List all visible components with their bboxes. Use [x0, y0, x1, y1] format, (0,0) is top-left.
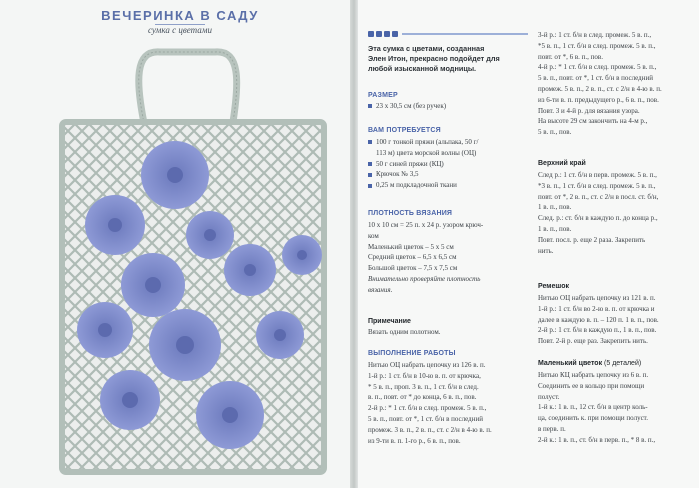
small-flower-heading: Маленький цветок (5 деталей) [538, 360, 642, 367]
page-subtitle: сумка с цветами [147, 25, 213, 35]
materials-heading: ВАМ ПОТРЕБУЕТСЯ [368, 127, 441, 134]
size-value: 23 х 30,5 см (без ручек) [368, 101, 446, 112]
rows-3-4-text: 3-й р.: 1 ст. б/н в след. промеж. 5 в. п., *5 в. п., 1 ст. б/н в след. промеж. 5 в. п., повт. от *, 6 в. п., пов. 4-й р.: * 1 ст. б/н в след. промеж. 5 в. п., 5 в. п., повт. от *, 1 ст. б/н в последний промеж. 5 в. п., 2 в. п., ст. с 2/н в 4-ю в. п. из 6-ти в. п. предыдущего р., 6 в. п., пов. Повт. 3 и 4-й р. для вязания узора. На высоте 29 см закончить на 4-м р., 5 в. п., пов. [538, 31, 662, 137]
note-heading: Примечание [368, 318, 411, 325]
work-heading: ВЫПОЛНЕНИЕ РАБОТЫ [368, 350, 456, 357]
page-title: ВЕЧЕРИНКА В САДУ [101, 8, 259, 23]
gauge-text: 10 х 10 см = 25 п. х 24 р. узором крюч- ком Маленький цветок – 5 х 5 см Средний цветок – 6,5 х 6,5 см Большой цветок – 7,5 х 7,5 см Внимательно проверяйте плотность вязания. [368, 221, 484, 294]
work-text: Нитью ОЦ набрать цепочку из 126 в. п. 1-й р.: 1 ст. б/н в 10-ю в. п. от крючка, * 5 в. п., проп. 3 в. п., 1 ст. б/н в след. в. п., повт. от * до конца, 6 в. п., пов. 2-й р.: * 1 ст. б/н в след. промеж. 5 в. п., 5 в. п., повт. от *, 1 ст. б/н в последний промеж. 3 в. п., 2 в. п., ст. с 2/н в 4-ю в. п. из 9-ти в. п. 1-го р., 6 в. п., пов. [368, 361, 492, 445]
strap-heading: Ремешок [538, 283, 569, 290]
strap-text: Нитью ОЦ набрать цепочку из 121 в. п. 1-й р.: 1 ст. б/н во 2-ю в. п. от крючка и далее в каждую в. п. – 120 п. 1 в. п., пов. 2-й р.: 1 ст. б/н в каждую п., 1 в. п., пов. Повт. 2-й р. еще раз. Закрепить нить. [538, 294, 659, 346]
size-heading: РАЗМЕР [368, 92, 398, 99]
materials-list: 100 г тонкой пряжи (альпака, 50 г/ 113 м) цвета морской волны (ОЦ) 50 г синей пряжи (КЦ) Крючок № 3,5 0,25 м подкладочной ткани [368, 137, 533, 191]
section-header-bar [368, 30, 528, 38]
small-flower-text: Нитью КЦ набрать цепочку из 6 в. п. Соединить ее в кольцо при помощи полуст. 1-й к.: 1 в. п., 12 ст. б/н в центр коль- ца, соединить к. при помощи полуст. в перв. п. 2-й к.: 1 в. п., ст. б/н в перв. п., * 8 в. п., [538, 371, 656, 444]
intro-text: Эта сумка с цветами, созданная Элен Итон, прекрасно подойдет для любой изысканной модницы. [368, 44, 500, 73]
book-spine [350, 0, 358, 488]
gauge-heading: ПЛОТНОСТЬ ВЯЗАНИЯ [368, 210, 453, 217]
note-text: Вязать одним полотном. [368, 328, 441, 336]
top-edge-heading: Верхний край [538, 160, 586, 167]
top-edge-text: След р.: 1 ст. б/н в перв. промеж. 5 в. п., *3 в. п., 1 ст. б/н в след. промеж. 5 в. п., повт. от *, 2 в. п., ст. с 2/н в посл. ст. б/н, 1 в. п., пов. След. р.: ст. б/н в каждую п. до конца р., 1 в. п., пов. Повт. посл. р. еще 2 раза. Закрепить нить. [538, 171, 659, 255]
bag-strap [139, 52, 237, 128]
crochet-bag-photo [40, 40, 340, 480]
